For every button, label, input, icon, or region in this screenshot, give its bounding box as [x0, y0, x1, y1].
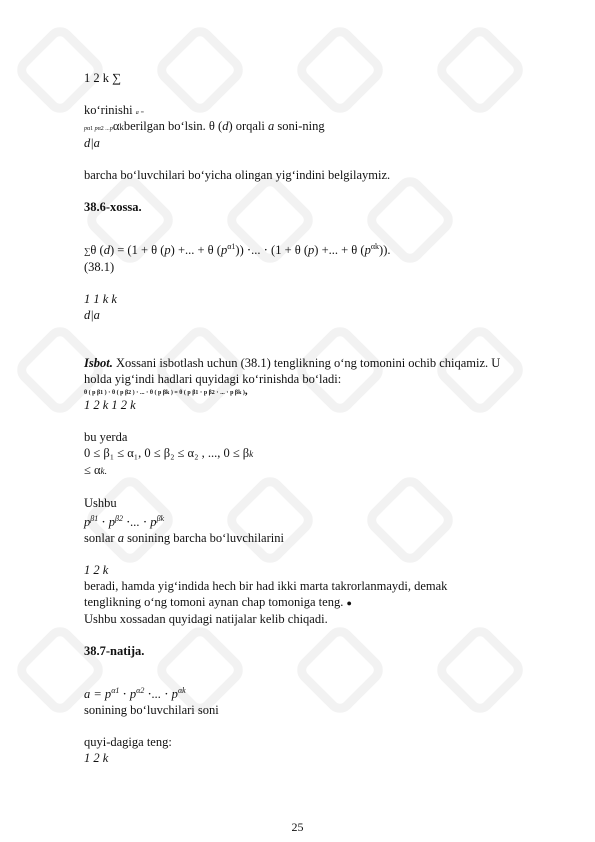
paragraph-barcha: barcha bo‘luvchilari bo‘yicha olingan yig‘indini belgilaymiz.	[84, 168, 391, 182]
formula-a-eq: a =	[135, 110, 145, 116]
f-close-dots: )) ⋅... ⋅ (1 + θ (	[235, 243, 309, 257]
formula-pk: ...p	[103, 126, 113, 132]
text-sonining-boluvchilari: sonining bo‘luvchilari soni	[84, 703, 219, 717]
text-isbot: Xossani isbotlash uchun (38.1) tenglikning o‘ng tomonini ochib chiqamiz. U	[115, 356, 501, 370]
index-line-4: 1 2 k	[84, 563, 109, 577]
af-a1: α1	[111, 686, 120, 695]
f-d: d	[103, 243, 110, 257]
af-ak: αk	[177, 686, 186, 695]
af-a2: α2	[136, 686, 145, 695]
label-isbot: Isbot.	[84, 356, 113, 370]
dp-pk: ⋅... ⋅ p	[123, 515, 157, 529]
theta-product: θ ( p β1 ) ⋅ θ ( p β2 ) ⋅ ... ⋅ θ ( p βk ) = θ ( p β1 ⋅ p β2 ⋅ ... ⋅ p βk )	[84, 390, 245, 396]
word-sonlar: sonlar	[84, 531, 115, 545]
inequalities: 0 ≤ β₁ ≤ α₁, 0 ≤ β₂ ≤ α₂ , ..., 0 ≤ β	[84, 446, 250, 460]
leq-alpha: ≤ α	[84, 463, 101, 477]
index-line-1: 1 2 k ∑	[84, 71, 122, 85]
text-sonining: sonining barcha bo‘luvchilarini	[127, 531, 284, 545]
text-quyi-dagiga: quyi-dagiga teng:	[84, 735, 172, 749]
f-close-end: )).	[379, 243, 391, 257]
text-beradi: beradi, hamda yig‘indida hech bir had ikki marta takrorlanmaydi, demak	[84, 579, 448, 593]
var-a-2: a	[117, 531, 124, 545]
exp-a1: α1	[87, 126, 94, 132]
af-pk: ⋅... ⋅ p	[144, 687, 178, 701]
formula-divisor-product	[84, 511, 554, 530]
dp-p2: ⋅ p	[98, 515, 116, 529]
formula-p2: p	[93, 126, 98, 132]
comma: ,	[244, 385, 248, 397]
inequality-line	[84, 445, 554, 462]
text-ushbu-xossadan: Ushbu xossadan quyidagi natijalar kelib chiqadi.	[84, 612, 328, 626]
text-sonlar	[84, 530, 554, 546]
beta-sub-k: k	[249, 449, 254, 459]
text-tenglikning-main: tenglikning o‘ng tomoni aynan chap tomoniga teng.	[84, 595, 344, 609]
exp-a2: α2	[97, 126, 104, 132]
inequality-end	[84, 462, 554, 479]
af-a: a	[84, 687, 91, 701]
index-line-3: 1 2 k 1 2 k	[84, 398, 136, 412]
text-tenglikning	[84, 594, 554, 611]
index-line-5: 1 2 k	[84, 751, 109, 765]
text-berilgan	[84, 118, 554, 135]
document-body	[84, 70, 554, 766]
text-korinishi	[84, 102, 554, 118]
heading-38-7: 38.7-natija.	[84, 644, 145, 658]
f-eq-open: ) = (1 + θ (	[109, 243, 165, 257]
sum-index-d-a-2: d|a	[84, 308, 100, 322]
page-number: 25	[291, 820, 304, 834]
word-korinishi: ko‘rinishi	[84, 103, 133, 117]
sum-index-d-a: d|a	[84, 136, 100, 150]
dp-p1: p	[84, 515, 91, 529]
heading-38-6: 38.6-xossa.	[84, 200, 142, 214]
formula-38-1	[84, 239, 554, 259]
alpha-symbol: α	[112, 119, 120, 133]
f-pk: p	[308, 243, 315, 257]
paragraph-isbot	[84, 355, 554, 371]
formula-p: p	[84, 126, 87, 132]
index-line-2: 1 1 k k	[84, 292, 117, 306]
var-d: d	[222, 119, 229, 133]
f-p1b: p	[220, 243, 228, 257]
formula-theta-product	[84, 387, 554, 397]
text-orqali: ) orqali	[228, 119, 265, 133]
dp-b2: β2	[115, 514, 123, 523]
f-theta-open: θ (	[90, 243, 104, 257]
text-berilgan-main: berilgan bo‘lsin. θ (	[123, 119, 223, 133]
var-a: a	[268, 119, 275, 133]
text-ushbu: Ushbu	[84, 496, 117, 510]
f-plus-theta2: ) +... + θ (	[314, 243, 365, 257]
period: .	[104, 466, 107, 476]
alpha-sub-k: k	[119, 122, 124, 132]
f-pkb: p	[364, 243, 371, 257]
text-holda: holda yig‘indi hadlari quyidagi ko‘rinishda bo‘ladi:	[84, 372, 342, 386]
af-p2: ⋅ p	[119, 687, 137, 701]
qed-bullet: ●	[346, 598, 352, 608]
alpha-sub-k-2: k	[100, 466, 105, 476]
text-bu-yerda: bu yerda	[84, 430, 128, 444]
f-exp-ak: αk	[370, 242, 380, 251]
f-plus-theta: ) +... + θ (	[170, 243, 221, 257]
sum-symbol: ∑	[84, 246, 91, 256]
text-soni-ning: soni-ning	[277, 119, 325, 133]
equation-number: (38.1)	[84, 260, 115, 274]
formula-a-factorization	[84, 683, 554, 702]
dp-b1: β1	[90, 514, 99, 523]
f-p1: p	[164, 243, 171, 257]
af-p1: = p	[90, 687, 112, 701]
f-exp-a1: α1	[227, 242, 236, 251]
dp-bk: βk	[156, 514, 165, 523]
